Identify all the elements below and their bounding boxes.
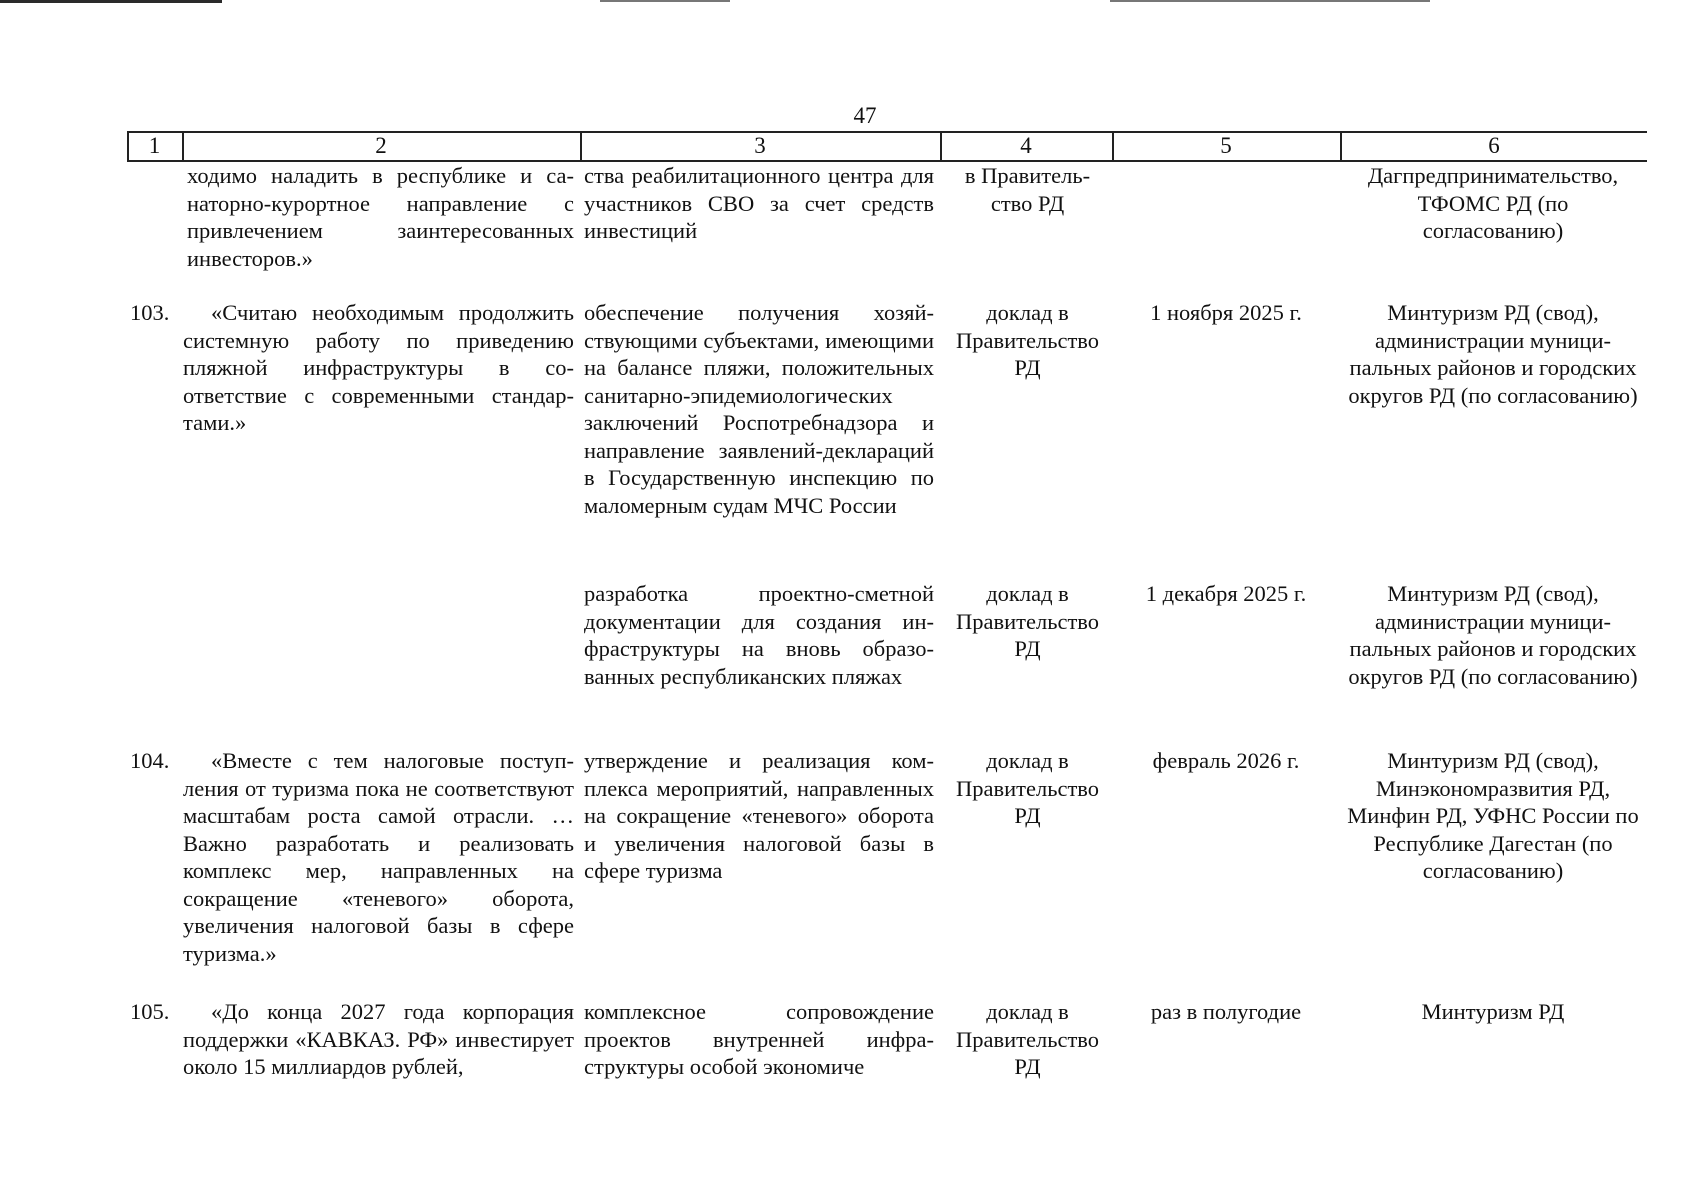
row-quote: «До конца 2027 года корпорация поддержки «КАВКАЗ. РФ» инвестирует около 15 миллиардов рублей, xyxy=(183,999,574,1079)
row-measure: утверждение и реализация комплекса мероприятий, направленных на сокращение «теневого» оборота и увеличения налоговой базы в сфере туризма xyxy=(584,748,934,883)
row-responsible: Минтуризм РД xyxy=(1421,999,1565,1024)
scan-edge-line xyxy=(1110,0,1430,2)
continuation-responsible: Дагпредпринимательство, ТФОМС РД (по согласованию) xyxy=(1367,163,1619,243)
row-deadline: раз в полугодие xyxy=(1150,999,1302,1024)
row-deadline: февраль 2026 г. xyxy=(1152,748,1300,773)
row-form: доклад в Правительство РД xyxy=(956,748,1099,828)
scan-edge-line xyxy=(0,0,222,3)
column-header-1: 1 xyxy=(148,133,161,158)
column-header-3: 3 xyxy=(754,133,766,158)
column-header-2: 2 xyxy=(375,133,387,158)
row-responsible: Минтуризм РД (свод), администрации муниципальных районов и городских округов РД (по согласованию) xyxy=(1348,300,1638,408)
row-quote: «Вместе с тем налоговые поступления от туризма пока не соответствуют масштабам роста самой отрасли. …Важно разработать и реализовать комплекс мер, направленных на сокращение «теневого» оборота, увеличения налоговой базы в сфере туризма.» xyxy=(183,748,574,966)
row-responsible: Минтуризм РД (свод), Минэкономразвития РД, Минфин РД, УФНС России по Республике Дагестан (по согласованию) xyxy=(1347,748,1639,883)
row-deadline: 1 декабря 2025 г. xyxy=(1145,581,1307,606)
row-number: 104. xyxy=(130,748,170,773)
column-header-5: 5 xyxy=(1220,133,1232,158)
column-header-4: 4 xyxy=(1020,133,1032,158)
row-form: доклад в Правительство РД xyxy=(956,999,1099,1079)
row-form: доклад в Правительство РД xyxy=(956,300,1099,380)
page-number: 47 xyxy=(853,103,877,128)
row-measure: комплексное сопровождение проектов внутренней инфраструктуры особой экономиче xyxy=(584,999,934,1079)
row-responsible: Минтуризм РД (свод), администрации муниципальных районов и городских округов РД (по согласованию) xyxy=(1348,581,1638,689)
row-number: 103. xyxy=(130,300,170,325)
column-header-6: 6 xyxy=(1488,133,1500,158)
continuation-quote: ходимо наладить в республике и санаторно-курортное направление с привлечением заинтересованных инвесторов.» xyxy=(187,163,574,271)
row-number: 105. xyxy=(130,999,170,1024)
row-form: доклад в Правительство РД xyxy=(956,581,1099,661)
row-quote: «Считаю необходимым продолжить системную работу по приведению пляжной инфраструктуры в соответствие с современными стандартами.» xyxy=(183,300,574,435)
row-measure: разработка проектно-сметной документации для создания инфраструктуры на вновь образованных республиканских пляжах xyxy=(584,581,934,689)
continuation-measure: ства реабилитационного центра для участников СВО за счет средств инвестиций xyxy=(584,163,934,243)
continuation-form: в Правительство РД xyxy=(964,163,1091,216)
row-deadline: 1 ноября 2025 г. xyxy=(1150,300,1302,325)
scan-edge-line xyxy=(600,0,730,2)
row-measure: обеспечение получения хозяйствующими субъектами, имеющими на балансе пляжи, положительных санитарно-эпидемиологических заключений Роспотребнадзора и направление заявлений-деклараций в Государственную инспекцию по маломерным судам МЧС России xyxy=(584,300,934,518)
